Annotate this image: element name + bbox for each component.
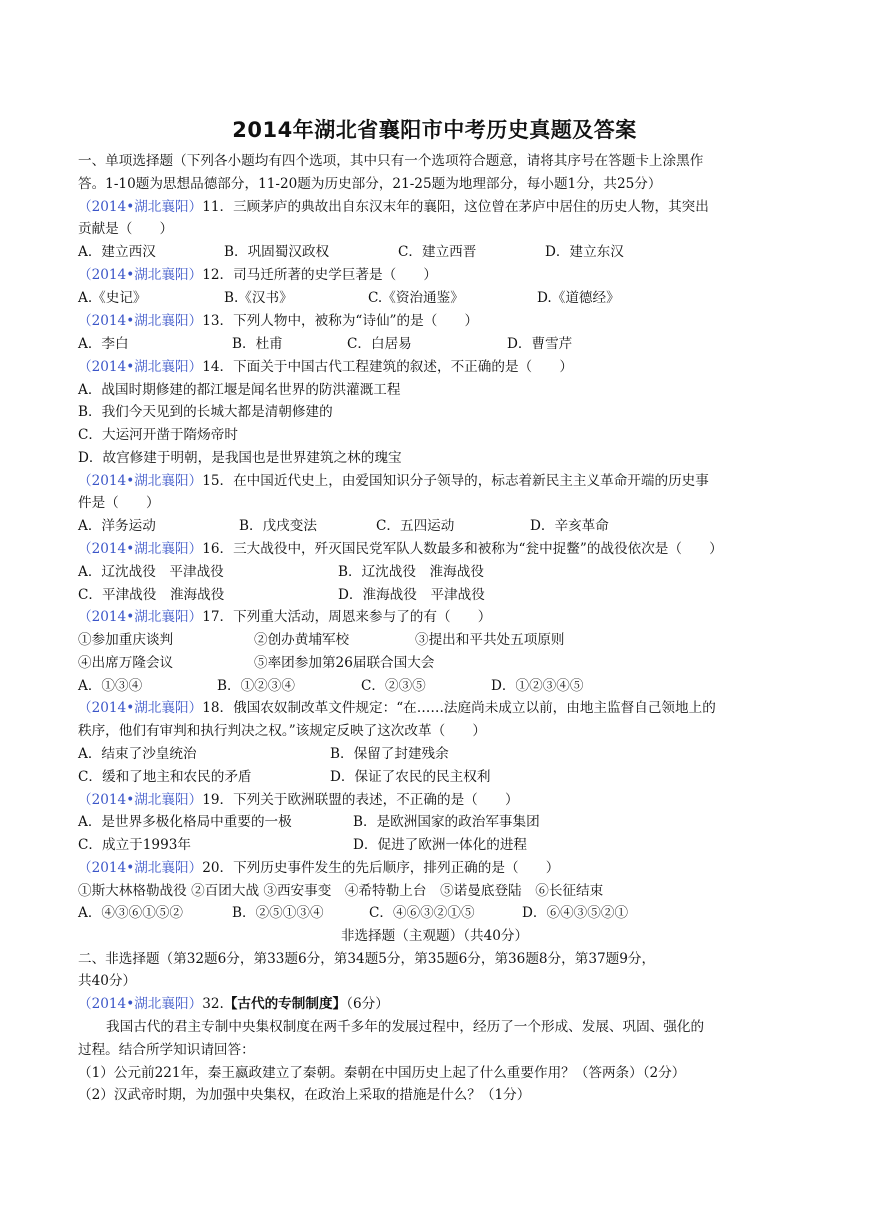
question-17-item-5: ⑤率团参加第26届联合国大会 xyxy=(254,655,435,671)
part-two-intro-line2: 共40分） xyxy=(78,973,137,989)
question-19-option-d: D．促进了欧洲一体化的进程 xyxy=(353,837,528,853)
question-15-option-c: C．五四运动 xyxy=(376,518,455,534)
question-20-stem: （2014•湖北襄阳）20．下列历史事件发生的先后顺序，排列正确的是（ ） xyxy=(78,860,560,876)
question-32-sub-2: （2）汉武帝时期，为加强中央集权，在政治上采取的措施是什么？（1分） xyxy=(78,1087,531,1103)
question-20-option-a: A．④③⑥①⑤② xyxy=(78,905,183,921)
section-one-intro-line2: 答。1-10题为思想品德部分，11-20题为历史部分，21-25题为地理部分，每小题1分，共25分） xyxy=(78,176,662,192)
question-19-option-b: B．是欧洲国家的政治军事集团 xyxy=(353,814,540,830)
part-two-heading: 非选择题（主观题）（共40分） xyxy=(340,928,529,944)
question-14-stem: （2014•湖北襄阳）14．下面关于中国古代工程建筑的叙述，不正确的是（ ） xyxy=(78,359,573,375)
question-17-item-1: ①参加重庆谈判 xyxy=(78,632,174,648)
page-title: 2014年湖北省襄阳市中考历史真题及答案 xyxy=(232,118,637,142)
question-11-option-b: B．巩固蜀汉政权 xyxy=(224,244,330,260)
section-one-intro-line1: 一、单项选择题（下列各小题均有四个选项，其中只有一个选项符合题意，请将其序号在答题卡上涂黑作 xyxy=(78,153,704,169)
question-15-option-a: A．洋务运动 xyxy=(78,518,156,534)
question-14-option-a: A．战国时期修建的都江堰是闻名世界的防洪灌溉工程 xyxy=(78,382,401,398)
question-16-stem: （2014•湖北襄阳）16．三大战役中，歼灭国民党军队人数最多和被称为“瓮中捉鳖”的战役依次是（ ） xyxy=(78,541,723,557)
question-20-option-d: D．⑥④③⑤②① xyxy=(522,905,629,921)
question-19-option-c: C．成立于1993年 xyxy=(78,837,191,853)
question-20-items: ①斯大林格勒战役 ②百团大战 ③西安事变 ④希特勒上台 ⑤诺曼底登陆 ⑥长征结束 xyxy=(78,883,604,899)
question-15-option-d: D．辛亥革命 xyxy=(530,518,609,534)
question-12-option-d: D.《道德经》 xyxy=(537,290,620,306)
question-11-option-c: C．建立西晋 xyxy=(398,244,477,260)
question-16-option-c: C．平津战役 淮海战役 xyxy=(78,587,225,603)
question-18-option-d: D．保证了农民的民主权利 xyxy=(330,769,491,785)
question-15-stem-cont: 件是（ ） xyxy=(78,495,160,511)
question-16-option-b: B．辽沈战役 淮海战役 xyxy=(338,564,484,580)
question-16-option-a: A．辽沈战役 平津战役 xyxy=(78,564,224,580)
question-17-option-c: C．②③⑤ xyxy=(361,678,426,694)
question-17-item-4: ④出席万隆会议 xyxy=(78,655,174,671)
question-18-option-c: C．缓和了地主和农民的矛盾 xyxy=(78,769,252,785)
question-17-option-d: D．①②③④⑤ xyxy=(491,678,584,694)
question-18-stem: （2014•湖北襄阳）18．俄国农奴制改革文件规定：“在……法庭尚未成立以前，由地主监督自己领地上的 xyxy=(78,700,716,716)
question-32-paragraph: 我国古代的君主专制中央集权制度在两千多年的发展过程中，经历了一个形成、发展、巩固、强化的 xyxy=(106,1019,705,1035)
question-14-option-c: C．大运河开凿于隋炀帝时 xyxy=(78,427,238,443)
question-15-option-b: B．戊戌变法 xyxy=(239,518,317,534)
question-14-option-d: D．故宫修建于明朝，是我国也是世界建筑之林的瑰宝 xyxy=(78,450,402,466)
question-17-item-3: ③提出和平共处五项原则 xyxy=(415,632,565,648)
question-20-option-b: B．②⑤①③④ xyxy=(232,905,324,921)
question-14-option-b: B．我们今天见到的长城大都是清朝修建的 xyxy=(78,404,333,420)
question-11-option-a: A．建立西汉 xyxy=(78,244,156,260)
question-18-option-a: A．结束了沙皇统治 xyxy=(78,746,197,762)
question-19-stem: （2014•湖北襄阳）19．下列关于欧洲联盟的表述，不正确的是（ ） xyxy=(78,792,519,808)
question-13-option-a: A．李白 xyxy=(78,336,129,352)
question-12-stem: （2014•湖北襄阳）12．司马迁所著的史学巨著是（ ） xyxy=(78,267,437,283)
question-12-option-b: B.《汉书》 xyxy=(224,290,293,306)
question-32-heading: （2014•湖北襄阳）32.【古代的专制制度】（6分） xyxy=(78,996,389,1012)
question-13-stem: （2014•湖北襄阳）13．下列人物中，被称为“诗仙”的是（ ） xyxy=(78,313,479,329)
question-15-stem: （2014•湖北襄阳）15．在中国近代史上，由爱国知识分子领导的，标志着新民主主义革命开端的历史事 xyxy=(78,473,709,489)
question-18-option-b: B．保留了封建残余 xyxy=(330,746,449,762)
question-19-option-a: A．是世界多极化格局中重要的一极 xyxy=(78,814,292,830)
question-32-paragraph-cont: 过程。结合所学知识请回答： xyxy=(78,1042,255,1058)
question-32-sub-1: （1）公元前221年，秦王嬴政建立了秦朝。秦朝在中国历史上起了什么重要作用？（答两条）（2分） xyxy=(78,1065,686,1081)
question-11-option-d: D．建立东汉 xyxy=(545,244,624,260)
question-20-option-c: C．④⑥③②①⑤ xyxy=(369,905,475,921)
question-17-item-2: ②创办黄埔军校 xyxy=(254,632,350,648)
source-tag: （2014•湖北襄阳） xyxy=(78,199,203,215)
question-17-stem: （2014•湖北襄阳）17．下列重大活动，周恩来参与了的有（ ） xyxy=(78,609,492,625)
question-12-option-a: A.《史记》 xyxy=(78,290,147,306)
question-18-stem-cont: 秩序，他们有审判和执行判决之权。”该规定反映了这次改革（ ） xyxy=(78,723,486,739)
question-13-option-b: B．杜甫 xyxy=(232,336,283,352)
part-two-intro-line1: 二、非选择题（第32题6分，第33题6分，第34题5分，第35题6分，第36题8分，第37题9分， xyxy=(78,951,656,967)
question-11-stem: （2014•湖北襄阳）11．三顾茅庐的典故出自东汉末年的襄阳，这位曾在茅庐中居住的历史人物，其突出 xyxy=(78,199,709,215)
question-12-option-c: C.《资治通鉴》 xyxy=(368,290,464,306)
question-16-option-d: D．淮海战役 平津战役 xyxy=(338,587,485,603)
question-11-stem-cont: 贡献是（ ） xyxy=(78,221,174,237)
question-13-option-c: C．白居易 xyxy=(347,336,412,352)
question-17-option-a: A．①③④ xyxy=(78,678,143,694)
question-32-topic: 【古代的专制制度】 xyxy=(223,996,347,1012)
question-17-option-b: B．①②③④ xyxy=(217,678,295,694)
question-13-option-d: D．曹雪芹 xyxy=(507,336,573,352)
